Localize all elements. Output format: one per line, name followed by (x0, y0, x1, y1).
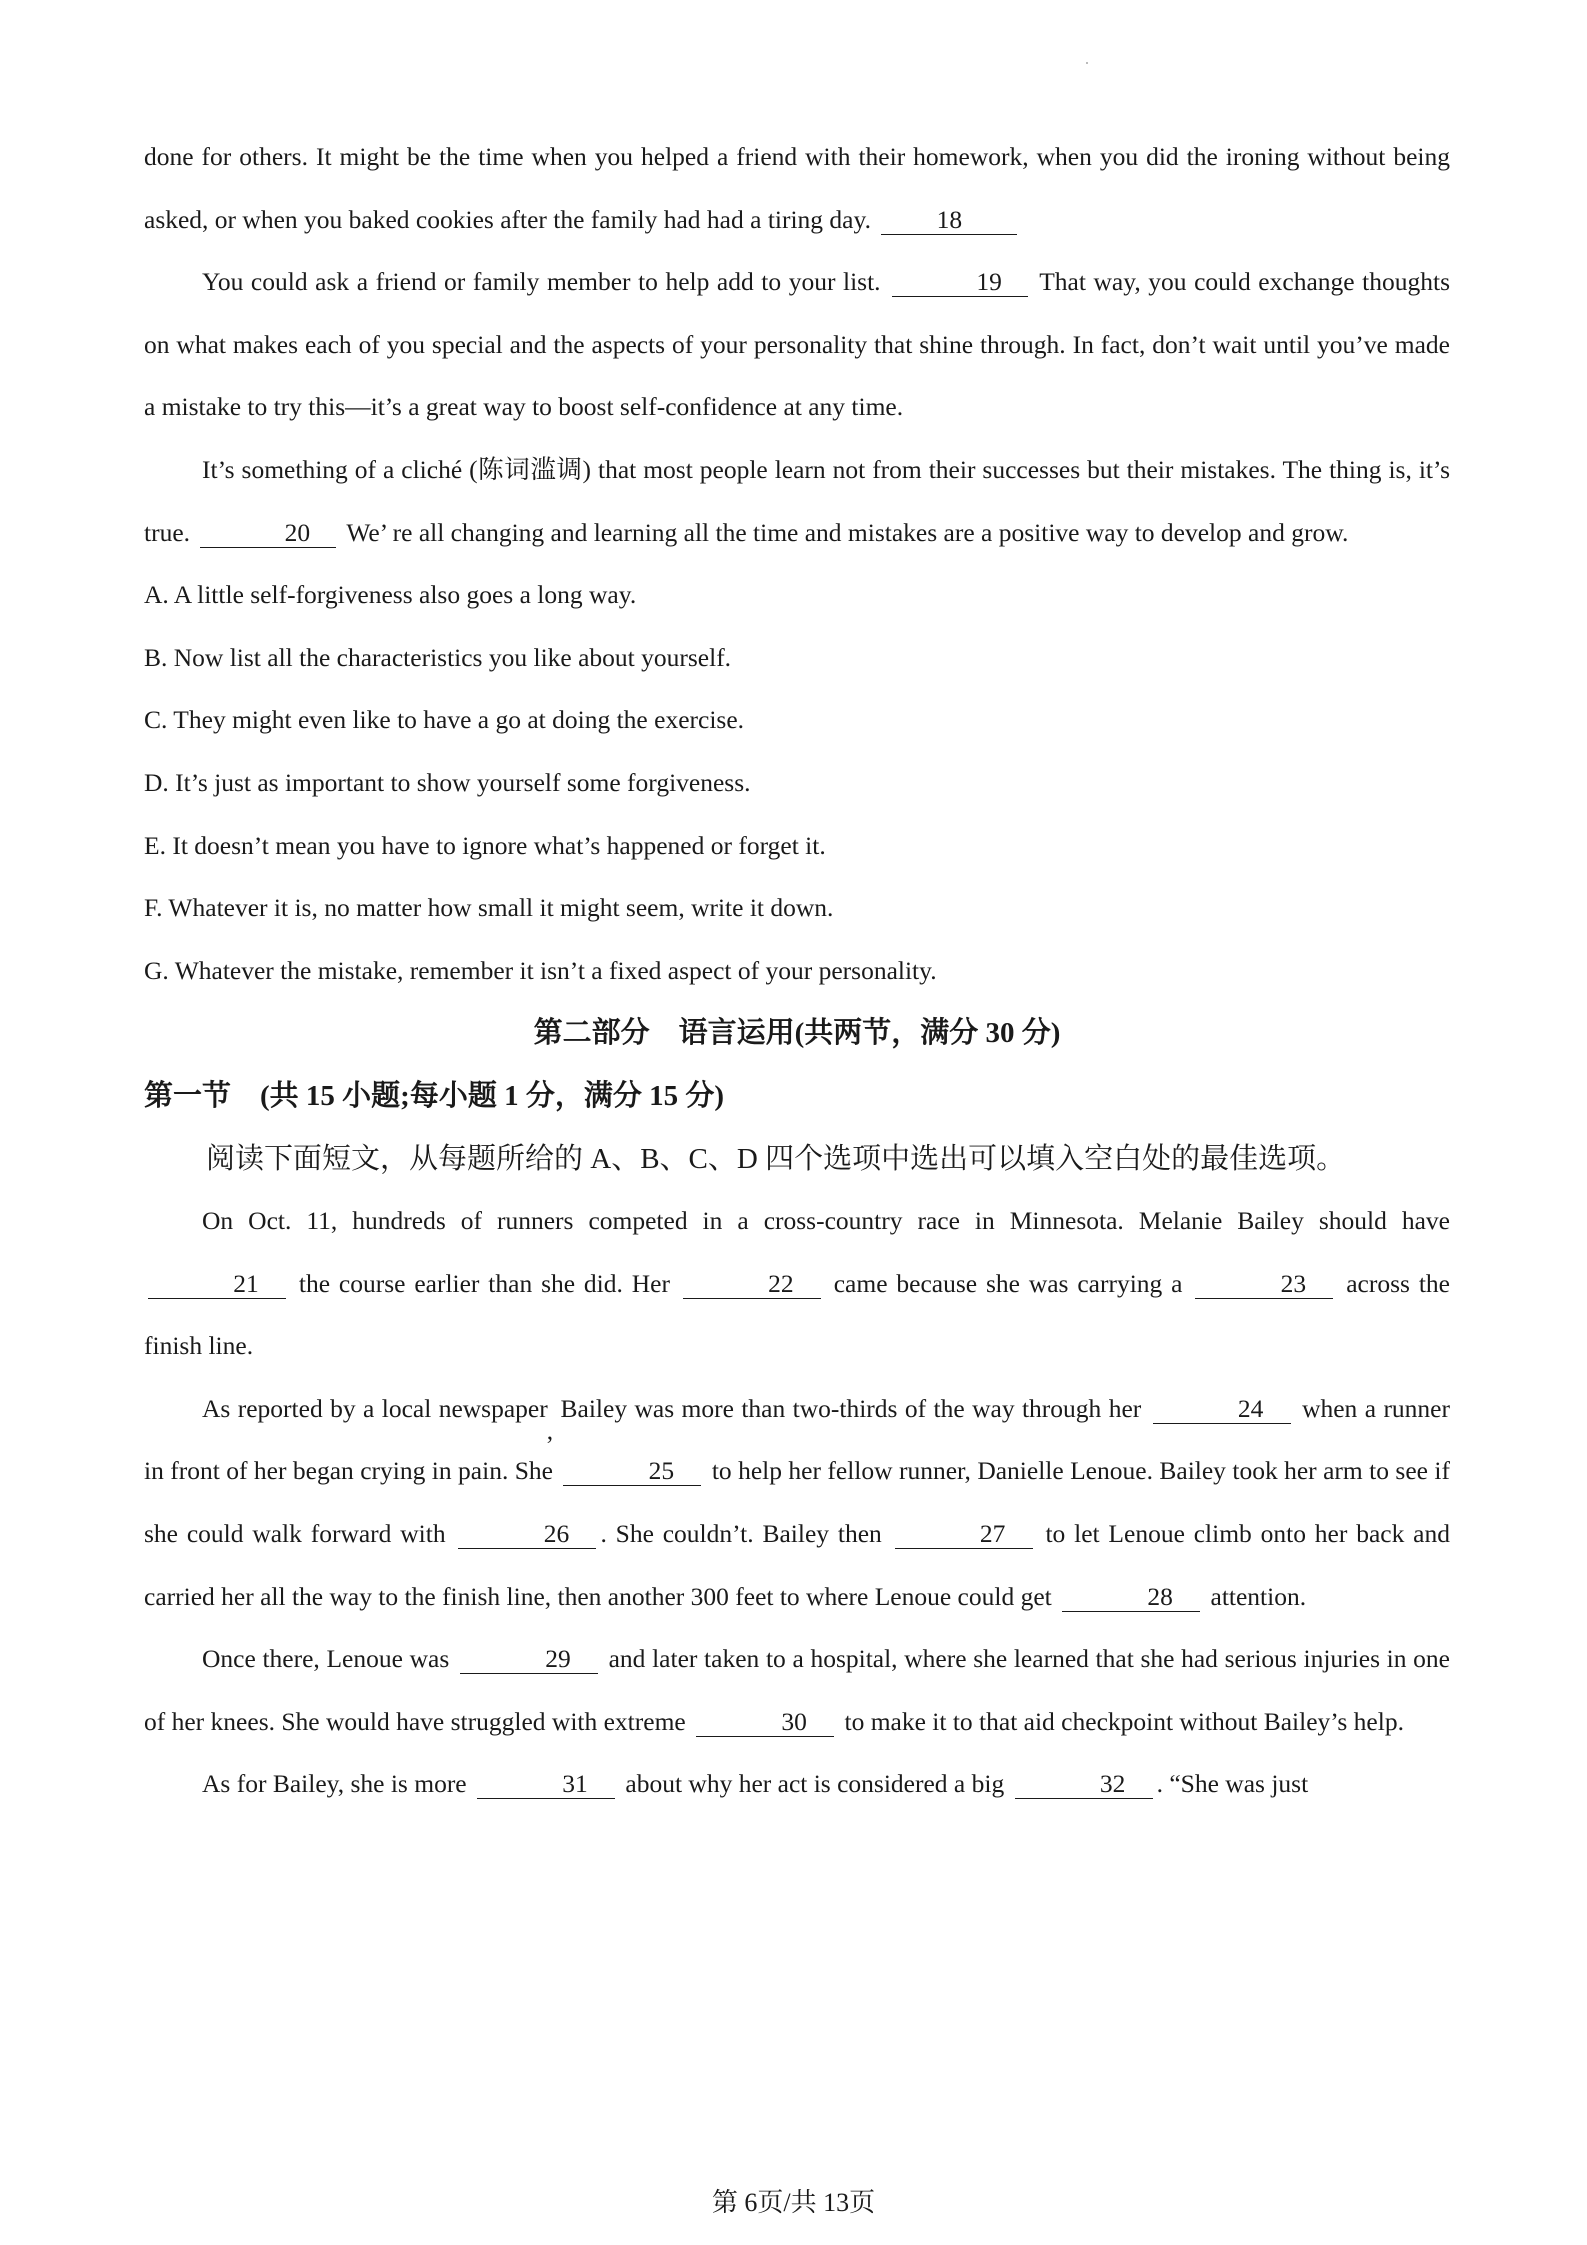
options-list (144, 564, 1450, 1002)
option-e: E. It doesn’t mean you have to ignore what’s happened or forget it. (144, 830, 826, 860)
passage1-paragraph-2: You could ask a friend or family member to help add to your list. 19 That way, you could exchange thoughts on what makes each of you special and the aspects of your personality that shine through. In fact, don’t wait until you’ve made a mistake to try this—it’s a great way to boost self-confidence at any time. (144, 267, 1450, 422)
blank-30: 30 (696, 1708, 834, 1737)
blank-26: 26 (458, 1520, 596, 1549)
blank-22: 22 (683, 1270, 821, 1299)
instruction: 阅读下面短文，从每题所给的 A、B、C、D 四个选项中选出可以填入空白处的最佳选项。 (206, 1142, 1346, 1175)
blank-29: 29 (460, 1645, 598, 1674)
blank-24: 24 (1153, 1395, 1291, 1424)
passage2-paragraph-3: Once there, Lenoue was 29 and later taken to a hospital, where she learned that she had serious injuries in one of her knees. She would have struggled with extreme 30 to make it to that aid checkpoint without Bailey’s help. (144, 1644, 1450, 1736)
blank-23: 23 (1195, 1270, 1333, 1299)
option-f: F. Whatever it is, no matter how small it might seem, write it down. (144, 893, 834, 923)
part2-title: 第二部分 语言运用(共两节，满分 30 分) (533, 1017, 1061, 1050)
blank-27: 27 (895, 1520, 1033, 1549)
option-a: A. A little self-forgiveness also goes a long way. (144, 580, 637, 610)
blank-31: 31 (477, 1770, 615, 1799)
blank-28: 28 (1062, 1583, 1200, 1612)
option-b: B. Now list all the characteristics you like about yourself. (144, 642, 732, 672)
page-content (144, 126, 1450, 1816)
passage2-paragraph-1: On Oct. 11, hundreds of runners competed in a cross-country race in Minnesota. Melanie Bailey should have 21 the course earlier than she did. Her 22 came because she was carrying a 23 across the finish line. (144, 1206, 1450, 1361)
blank-32: 32 (1015, 1770, 1153, 1799)
passage2-paragraph-2: As reported by a local newspaper, Bailey was more than two-thirds of the way through her 24 when a runner in front of her began crying in pain. She 25 to help her fellow runner, Danielle Lenoue. Bailey took her arm to see if she could walk forward with 26 . She couldn’t. Bailey then 27 to let Lenoue climb onto her back and carried her all the way to the finish line, then another 300 feet to where Lenoue could get 28 attention. (144, 1393, 1450, 1611)
section1-title: 第一节 (共 15 小题;每小题 1 分，满分 15 分) (144, 1079, 724, 1112)
scan-dot (1086, 62, 1088, 64)
passage2-paragraph-4: As for Bailey, she is more 31 about why her act is considered a big 32 . “She was just (202, 1769, 1309, 1799)
blank-19: 19 (892, 268, 1028, 297)
blank-18: 18 (881, 206, 1017, 235)
passage1-paragraph-3: It’s something of a cliché (陈词滥调) that most people learn not from their successes but their mistakes. The thing is, it’s true. 20 We’ re all changing and learning all the time and mistakes are a positive way to develop and grow. (144, 454, 1450, 547)
option-d: D. It’s just as important to show yourself some forgiveness. (144, 767, 751, 797)
blank-21: 21 (148, 1270, 286, 1299)
blank-20: 20 (200, 519, 336, 548)
passage1-paragraph-1: done for others. It might be the time when you helped a friend with their homework, when you did the ironing without being asked, or when you baked cookies after the family had had a tiring day. 18 (144, 142, 1450, 234)
page-footer: 第 6页/共 13页 (711, 2188, 876, 2217)
blank-25: 25 (563, 1457, 701, 1486)
option-c: C. They might even like to have a go at doing the exercise. (144, 705, 745, 735)
option-g: G. Whatever the mistake, remember it isn’t a fixed aspect of your personality. (144, 955, 937, 985)
